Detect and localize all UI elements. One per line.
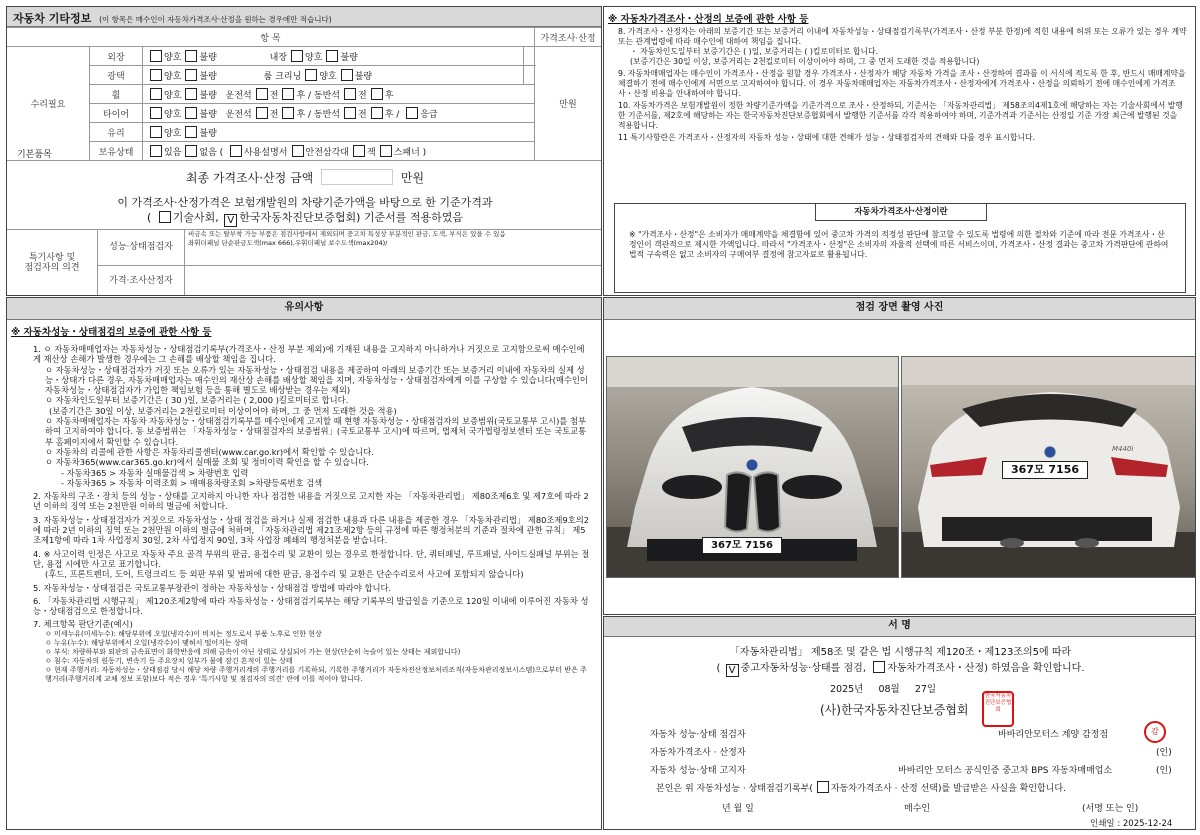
signature-date: 2025년 08월 27일	[830, 684, 937, 695]
checkbox-performance-checked[interactable]: V	[726, 664, 739, 677]
own-status-options: 있음 없음 ( 사용설명서 안전삼각대 잭 스패너 )	[143, 142, 535, 161]
basis-text: 이 가격조사·산정가격은 보험개발원의 차량기준가액을 바탕으로 한 기준가격과 ( 기술사회, V 한국자동차진단보증협회) 기준서를 적용하였음	[117, 196, 493, 226]
inspector-seal: 감	[1144, 721, 1166, 743]
checkbox[interactable]	[230, 145, 242, 157]
checkbox[interactable]	[371, 107, 383, 119]
checkbox[interactable]	[185, 50, 197, 62]
checkbox[interactable]	[371, 88, 383, 100]
checkbox[interactable]	[406, 107, 418, 119]
final-amount-row	[7, 169, 602, 186]
wheel-options: 양호 불량 운전석 전 후 / 동반석 전 후	[143, 85, 535, 104]
buyer-label: 매수인	[904, 804, 931, 814]
checkbox[interactable]	[305, 69, 317, 81]
price-definition-title: 자동차가격조사·산정이란	[815, 203, 987, 221]
price-cell: 만원	[535, 47, 602, 161]
guarantee-item-10: 10. 자동차가격은 보험개발원이 정한 차량기준가액을 기준가격으로 조사・산정하되, 기준서는 「자동차관리법」 제58조의4제1호에 해당하는 자는 기술사회에서 발행한 기준서를, 제2호에 해당하는 자는 한국자동차진단보증협회에서 발행한 기준서를 각각 적용하여야 하며, 기준가격과 기준서는 산정일 기준 가장 최근에 발행된 것을 적용합니다.	[618, 101, 1183, 130]
checkbox[interactable]	[150, 69, 162, 81]
price-definition-text: ※ "가격조사・산정"은 소비자가 매매계약을 체결함에 있어 중고차 가격의 적정성 판단에 참고할 수 있도록 법령에 의한 절차와 기준에 따라 전문 가격조사・산정인이 객관적으로 제시한 가액입니다. 따라서 "가격조사・산정"은 소비자의 자율적 선택에 따른 서비스이며, 가격조사・산정 결과는 중고차 가격판단에 관하여 법적 구속력은 없고 소비자의 구매여부 결정에 참고자료로 활용됩니다.	[629, 230, 1169, 259]
guarantee-item-8: 8. 가격조사・산정자는 아래의 보증기간 또는 보증거리 이내에 자동차성능・상태점검기록부(가격조사・산정 부분 한정)에 적힌 내용에 허위 또는 오류가 있는 경우 계약 또는 관계법령에 따라 매수인에 대하여 책임을 집니다.	[618, 27, 1187, 46]
price-guarantee-title: ※ 자동차가격조사・산정의 보증에 관한 사항 등	[608, 14, 809, 25]
other-info-panel	[6, 6, 602, 296]
front-license-plate: 367모 7156	[702, 537, 782, 554]
sig-row-inspector-label: 자동차 성능·상태 점검자	[650, 730, 746, 740]
checkbox[interactable]	[150, 88, 162, 100]
tire-label: 타이어	[90, 104, 143, 123]
checkbox[interactable]	[185, 88, 197, 100]
signature-law-line: 「자동차관리법」 제58조 및 같은 법 시행규칙 제120조・제123조의5에 따라	[729, 647, 1072, 658]
price-assessor-opinion	[185, 265, 603, 296]
basic-items-label: 기본품목	[17, 150, 52, 160]
sig-row-assessor-value: (인)	[1156, 748, 1172, 758]
signature-panel	[603, 616, 1196, 830]
col-price-header: 가격조사·산정	[535, 28, 602, 47]
front-car-photo	[606, 356, 899, 578]
gloss-options: 양호 불량 룸 크리닝 양호 불량	[143, 66, 524, 85]
checkbox[interactable]	[185, 145, 197, 157]
buyer-date: 년 월 일	[722, 804, 754, 814]
checkbox[interactable]	[256, 88, 268, 100]
rear-license-plate: 367모 7156	[1002, 461, 1088, 479]
final-amount-unit: 만원	[400, 171, 425, 185]
checkbox-price-assessment[interactable]	[873, 661, 885, 673]
gloss-label: 광택	[90, 66, 143, 85]
final-amount-label: 최종 가격조사·산정 금액	[185, 171, 314, 185]
repair-label: 수리필요	[7, 47, 90, 161]
special-notes-table: 특기사항 및 점검자의 의견 성능·상태점검자 비금속 또는 탈부착 가능 부품은 점검사항에서 제외되며 중고차 특성상 부분적인 판금, 도색, 부식은 있을 수 있음 좌휘더패널 단순판금도색(max 666),우휘더패널 보수도색(max204)/ 가격·조사산정자	[6, 229, 602, 296]
cautions-subtitle: ※ 자동차성능・상태점검의 보증에 관한 사항 등	[11, 327, 212, 338]
checkbox[interactable]	[150, 145, 162, 157]
col-item-header: 항 목	[7, 28, 535, 47]
checkbox[interactable]	[353, 145, 365, 157]
perf-inspector-opinion: 비금속 또는 탈부착 가능 부품은 점검사항에서 제외되며 중고차 특성상 부분적인 판금, 도색, 부식은 있을 수 있음 좌휘더패널 단순판금도색(max 666),우휘더패널 보수도색(max204)/	[185, 230, 603, 266]
price-definition-box	[614, 203, 1186, 293]
association-stamp: 한국자동차진단보증협회	[982, 691, 1014, 727]
cautions-header: 유의사항	[7, 298, 601, 320]
exterior-label: 외장	[90, 47, 143, 66]
other-info-title: 자동차 기타정보	[13, 12, 92, 25]
checkbox[interactable]	[344, 88, 356, 100]
checkbox[interactable]	[282, 88, 294, 100]
checkbox-kaga-checked[interactable]: V	[224, 214, 237, 227]
signature-org: (사)한국자동차진단보증협회	[820, 703, 969, 717]
buyer-sign: (서명 또는 인)	[1082, 804, 1139, 814]
glass-label: 유리	[90, 123, 143, 142]
other-info-table	[6, 27, 602, 161]
checkbox[interactable]	[326, 50, 338, 62]
checkbox[interactable]	[291, 50, 303, 62]
sig-row-assessor-label: 자동차가격조사 · 산정자	[650, 748, 746, 758]
checkbox[interactable]	[256, 107, 268, 119]
other-info-note: (이 항목은 매수인이 자동차가격조사·산정을 원하는 경우에만 적습니다)	[99, 15, 332, 24]
rear-car-photo	[901, 356, 1196, 578]
sig-row-inspector-value: 바바리안모터스 계양 감정점	[998, 730, 1109, 740]
cautions-panel: 유의사항 ※ 자동차성능・상태점검의 보증에 관한 사항 등 1. ㅇ 자동차매매업자는 자동차성능・상태점검기록부(가격조사・산정 부분 제외)에 기재된 내용을 고지하지 아니하거나 거짓으로 고지함으로써 매수인에게 재산상 손해가 발생한 경우에는 그 손해를 배상할 책임을 집니다. ㅇ 자동차성능・상태점검자가 거짓 또는 오류가 있는 자동차성능・상태점검 내용을 제공하여 아래의 보증기간 또는 보증거리 이내에 자동차의 실제 성능・상태가 다른 경우, 자동차매매업자는 매수인의 재산상 손해를 배상할 책임을 지며, 자동차성능・상태점검자에게 이를 구상할 수 있습니다(매수인이 자동차성능・상태점검자가 가입한 책임보험 등을 통해 별도로 배상받는 경우는 제외) ㅇ 자동차인도일부터 보증기간은 ( 30 )일, 보증거리는 ( 2,000 )킬로미터로 합니다. (보증기간은 30일 이상, 보증거리는 2천킬로미터 이상이어야 하며, 그 중 먼저 도래한 것을 적용) ㅇ 자동차매매업자는 자동차 자동차성능・상태점검기록부를 매수인에게 고지할 때 현행 자동차성능・상태점검자의 보증범위(국토교통부 고시)를 첨부하여 고지하여야 합니다. 동 보증범위는 「자동차성능・상태점검자의 보증범위」(국토교통부 고시)에 따르며, 법제처 국가법령정보센터 또는 국토교통부 홈페이지에서 확인할 수 있습니다. ㅇ 자동차의 리콜에 관한 사항은 자동차리콜센터(www.car.go.kr)에서 확인할 수 있습니다. ㅇ 자동차365(www.car365.go.kr)에서 실매물 조회 및 정비이력 확인을 할 수 있습니다. - 자동차365 > 자동차 실매물검색 > 차량번호 입력 - 자동차365 > 자동차 이력조회 > 매매용차량조회 >차량등록번호 검색 2. 자동차의 구조・장치 등의 성능・상태를 고지하지 아니한 자나 점검한 내용을 거짓으로 고지한 자는 「자동차관리법」 제80조제6호 및 제7호에 따라 2년 이하의 징역 또는 2천만원 이하의 벌금에 처합니다. 3. 자동차성능・상태점검자가 거짓으로 자동차성능・상태 점검을 하거나 실제 점검한 내용과 다른 내용을 제공한 경우 「자동차관리법」 제80조제9호의2에 따라 2년 이하의 징역 또는 2천만원 이하의 벌금에 처하며, 「자동차관리법 제21조제2항 등의 규정에 따른 행정처분의 기준과 절차에 관한 규칙」 제5조제1항에 따라 1차 사업정지 30일, 2차 사업정지 90일, 3차 사업장 폐쇄의 행정처분을 받습니다. 4. ※ 사고이력 인정은 사고로 자동차 주요 골격 부위의 판금, 용접수리 및 교환이 있는 경우로 한정합니다. 단, 쿼터패널, 루프패널, 사이드실패널 부위는 절단, 용접 시에만 사고로 표기합니다. (후드, 프론트펜더, 도어, 트렁크리드 등 외판 부위 및 범퍼에 대한 판금, 용접수리 및 교환은 단순수리로서 사고에 포함되지 않습니다) 5. 자동차성능・상태점검은 국토교통부장관이 정하는 자동차성능・상태점검 방법에 따라야 합니다. 6. 「자동차관리법 시행규칙」 제120조제2항에 따라 자동차성능・상태점검기록부는 해당 기록부의 발급일을 기준으로 120일 이내에 이루어진 자동차 성능・상태점검으로 한정합니다. 7. 체크항목 판단기준(예시) ㅇ 미세누유(미세누수): 해당부위에 오일(냉각수)이 비치는 정도로서 부품 노후로 인한 현상 ㅇ 누유(누수): 해당부위에서 오일(냉각수)이 맺혀서 떨어지는 상태 ㅇ 부식: 차량하부와 외판의 금속표면이 화학반응에 의해 금속이 아닌 상태로 상실되어 가는 현상(단순히 녹슬어 있는 상태는 제외합니다) ㅇ 침수: 자동차의 원동기, 변속기 등 주요장치 일부가 물에 잠긴 흔적이 있는 상태 ㅇ 현재 주행거리: 자동차성능・상태점검 당시 해당 차량 주행거리계의 주행거리를 기록하되, 기록한 주행거리가 자동차전산정보처리조직(자동차관리정보시스템)으로부터 받은 주행거리(주행거리계 교체 정보 포함)보다 적은 경우 '특기사항 및 점검자의 의견' 란에 이를 적어야 합니다.	[6, 297, 602, 830]
guarantee-item-8b: ・ 자동차인도일부터 보증기간은 ( )일, 보증거리는 ( )킬로미터로 합니다.	[630, 47, 879, 56]
checkbox[interactable]	[150, 126, 162, 138]
other-info-header	[7, 7, 601, 27]
glass-options: 양호 불량	[143, 123, 535, 142]
checkbox-buyer-price[interactable]	[817, 781, 829, 793]
checkbox[interactable]	[344, 107, 356, 119]
checkbox[interactable]	[341, 69, 353, 81]
photos-panel	[603, 297, 1196, 615]
checkbox-tech-society[interactable]	[159, 211, 171, 223]
checkbox[interactable]	[185, 69, 197, 81]
sig-row-notifier-label: 자동차 성능·상태 고지자	[650, 766, 746, 776]
price-assessor-label: 가격·조사산정자	[98, 265, 185, 296]
final-amount-input[interactable]	[321, 169, 393, 185]
perf-inspector-label: 성능·상태점검자	[98, 230, 185, 266]
checkbox[interactable]	[292, 145, 304, 157]
guarantee-item-11: 11 특기사항란은 가격조사・산정자의 자동차 성능・상태에 대한 견해가 성능・상태점검자의 견해와 다를 경우 표시합니다.	[618, 133, 1036, 142]
own-status-label: 보유상태	[90, 142, 143, 161]
buyer-confirm-line: 본인은 위 자동차성능 · 상태점검기록부( 자동차가격조사 · 산정 선택)를 발급받은 사실을 확인합니다.	[656, 781, 1066, 794]
rear-badge: M440i	[1112, 445, 1134, 453]
exterior-options: 양호 불량 내장 양호 불량	[143, 47, 524, 66]
guarantee-item-9: 9. 자동차매매업자는 매수인이 가격조사・산정을 원할 경우 가격조사・산정자가 해당 자동차 가격을 조사・산정하여 결과를 이 서식에 적도록 한 후, 반드시 매매계약을 체결하기 전에 매수인에게 서면으로 고지하여야 합니다. 이 경우 자동차매매업자는 자동차가격조사・산정자에게 가격조사・산정을 의뢰하기 전에 매수인에게 가격조사・산정 비용을 안내하여야 합니다.	[618, 69, 1186, 98]
guarantee-item-8c: (보증기간은 30일 이상, 보증거리는 2천킬로미터 이상이어야 하며, 그 중 먼저 도래한 것을 적용합니다)	[630, 57, 980, 66]
checkbox[interactable]	[150, 107, 162, 119]
price-guarantee-panel	[603, 6, 1196, 296]
checkbox[interactable]	[185, 126, 197, 138]
sig-row-notifier-value: 바바리안 모터스 공식인증 중고차 BPS 자동차매매업소	[898, 766, 1113, 776]
tire-options: 양호 불량 운전석 전 후 / 동반석 전 후 / 응급	[143, 104, 535, 123]
signature-confirm-line: ( V 중고자동차성능·상태를 점검, 자동차가격조사・산정) 하였음을 확인합니다.	[716, 663, 1085, 676]
photos-header: 점검 장면 촬영 사진	[604, 298, 1195, 320]
sig-row-notifier-in: (인)	[1156, 766, 1172, 776]
wheel-label: 휠	[90, 85, 143, 104]
checkbox[interactable]	[380, 145, 392, 157]
print-date: 인쇄일 : 2025-12-24	[1090, 819, 1173, 829]
signature-header: 서 명	[604, 617, 1195, 637]
checkbox[interactable]	[150, 50, 162, 62]
checkbox[interactable]	[185, 107, 197, 119]
checkbox[interactable]	[282, 107, 294, 119]
